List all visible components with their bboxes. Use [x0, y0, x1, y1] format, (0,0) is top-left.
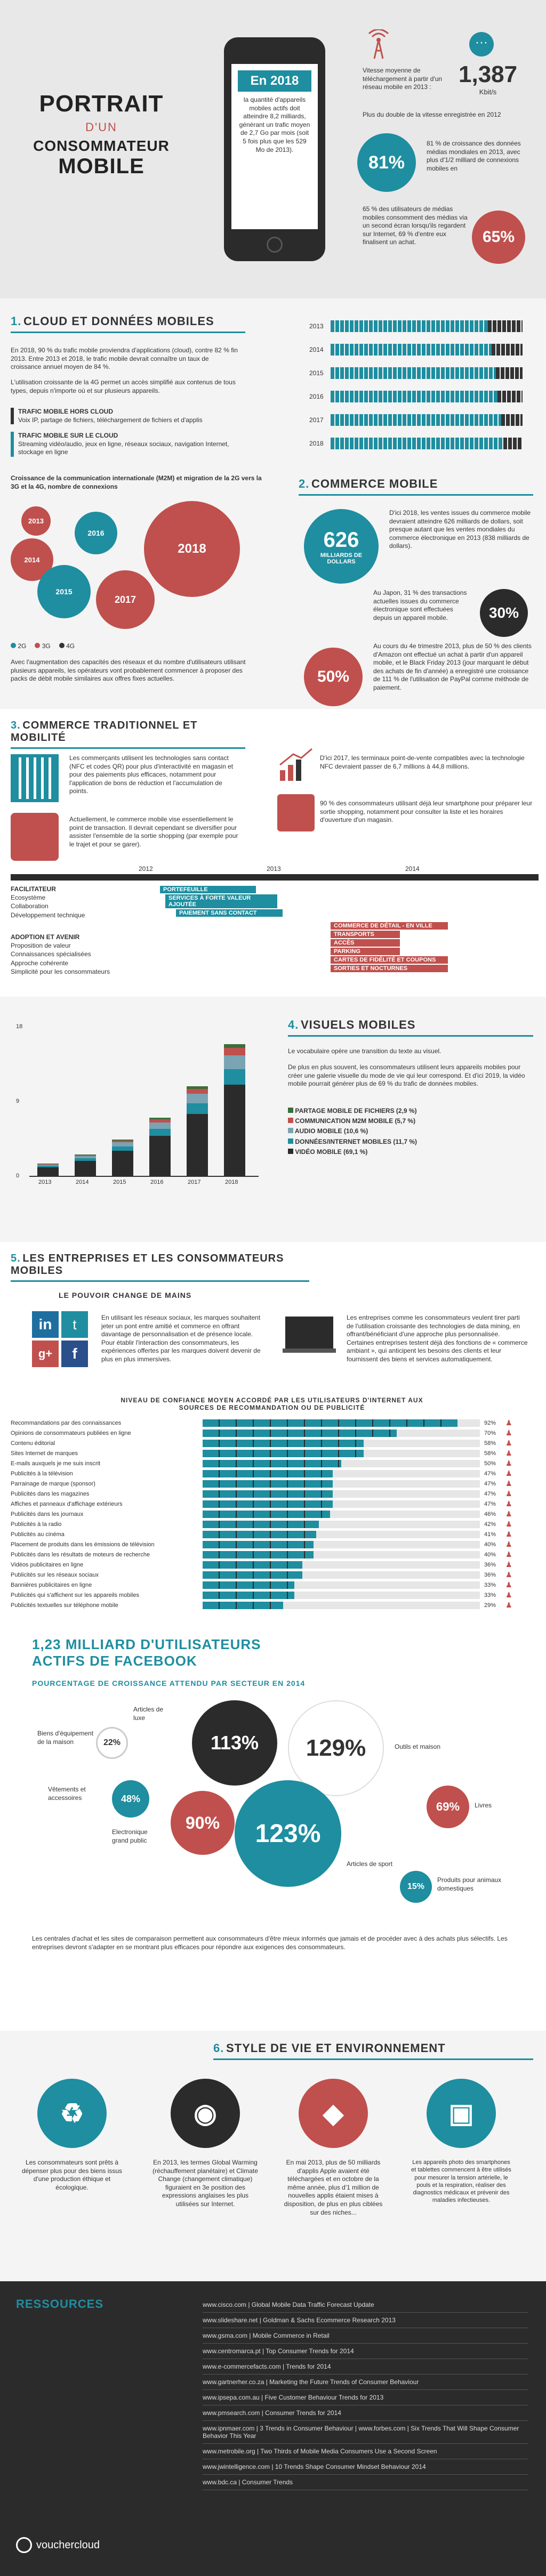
visual-bar-segment — [112, 1141, 133, 1143]
pct81-text: 81 % de croissance des données médias mondiales en 2013, avec plus d'1/2 milliard de connexions mobiles en — [427, 140, 521, 172]
trust-row — [11, 1529, 539, 1539]
trust-label: Publicités dans les journaux — [11, 1511, 84, 1517]
trust-label: Recommandations par des connaissances — [11, 1419, 122, 1426]
speed-value: 1,387 Kbit/s — [459, 61, 518, 96]
person-icon: ♟ — [505, 1570, 512, 1579]
trust-value: 41% — [484, 1531, 496, 1538]
person-icon: ♟ — [505, 1601, 512, 1609]
trust-label: Publicités qui s'affichent sur les appareils mobiles — [11, 1592, 139, 1598]
visual-bar-segment — [149, 1136, 171, 1176]
googleplus-icon: g+ — [32, 1341, 59, 1367]
year-label: 2016 — [309, 393, 324, 400]
trust-bar — [203, 1430, 397, 1437]
qr-code-icon — [11, 754, 59, 802]
trust-bar — [203, 1581, 294, 1589]
year-label: 2014 — [309, 346, 324, 353]
trust-bar — [203, 1500, 333, 1508]
trust-value: 40% — [484, 1541, 496, 1548]
person-icon: ♟ — [505, 1439, 512, 1447]
visual-bar-segment — [75, 1161, 96, 1176]
trust-label: Opinions de consommateurs publiées en ligne — [11, 1430, 131, 1436]
trust-value: 40% — [484, 1551, 496, 1558]
visual-bar-segment — [149, 1119, 171, 1123]
trust-row — [11, 1600, 539, 1610]
resource-link[interactable]: www.ipnmaer.com | 3 Trends in Consumer Behaviour | www.forbes.com | Six Trends That Will Shape Consumer Behavior This Year — [203, 2421, 528, 2444]
visual-bar-segment — [75, 1154, 96, 1155]
cloud-bar-row — [309, 432, 533, 455]
visual-bar-segment — [149, 1118, 171, 1119]
year-label: 2017 — [309, 416, 324, 424]
trust-row — [11, 1479, 539, 1489]
pct65-circle: 65% — [472, 211, 525, 264]
cloud-bar-row — [309, 385, 533, 408]
trust-row — [11, 1570, 539, 1580]
trust-value: 70% — [484, 1430, 496, 1436]
trust-label: Publicités à la radio — [11, 1521, 62, 1528]
resources-list — [203, 2297, 528, 2490]
blue-timeline-bars: PORTEFEUILLE SERVICES À FORTE VALEUR AJOUTÉE PAIEMENT SANS CONTACT — [160, 886, 283, 917]
commerce-30-circle: 30% — [480, 589, 528, 637]
trust-label: Placement de produits dans les émissions de télévision — [11, 1541, 155, 1548]
person-icon: ♟ — [505, 1530, 512, 1538]
trust-value: 92% — [484, 1419, 496, 1426]
visual-bar-segment — [75, 1158, 96, 1161]
double-text: Plus du double de la vitesse enregistrée en 2012 — [363, 111, 501, 118]
resource-link[interactable]: www.centromarca.pt | Top Consumer Trends for 2014 — [203, 2344, 528, 2359]
laptop-icon — [283, 1317, 336, 1364]
trust-bar — [203, 1571, 302, 1579]
visual-bar-segment — [75, 1155, 96, 1156]
trust-label: Publicités à la télévision — [11, 1470, 73, 1477]
trust-row — [11, 1549, 539, 1560]
trust-bar — [203, 1440, 364, 1447]
x-tick: 2013 — [38, 1179, 52, 1185]
visual-bar-segment — [149, 1123, 171, 1129]
visual-bar-segment — [187, 1086, 208, 1089]
trust-label: Affiches et panneaux d'affichage extérieurs — [11, 1500, 123, 1507]
trust-row — [11, 1489, 539, 1499]
person-icon: ♟ — [505, 1590, 512, 1599]
person-icon: ♟ — [505, 1580, 512, 1589]
red-timeline-bars: COMMERCE DE DÉTAIL - EN VILLE TRANSPORTS ACCÈS PARKING CARTES DE FIDÉLITÉ ET COUPONS SORTIES ET NOCTURNES — [331, 922, 448, 972]
visual-bar-segment — [187, 1094, 208, 1103]
x-tick: 2017 — [188, 1179, 201, 1185]
trust-bar — [203, 1541, 314, 1548]
section-title: VISUELS MOBILES — [300, 1018, 416, 1031]
y-tick: 18 — [16, 1023, 23, 1030]
trust-label: Publicités dans les magazines — [11, 1490, 90, 1497]
hero-title: PORTRAIT D'UN CONSOMMATEUR MOBILE — [33, 91, 170, 178]
person-icon: ♟ — [505, 1509, 512, 1518]
visual-bar-segment — [187, 1114, 208, 1176]
trust-row — [11, 1519, 539, 1529]
visual-bar-segment — [149, 1129, 171, 1136]
section-title: CLOUD ET DONNÉES MOBILES — [23, 314, 214, 328]
camera-icon: ▣ — [427, 2079, 496, 2148]
section-lifestyle: 6. STYLE DE VIE ET ENVIRONNEMENT ♻ ◉ ◆ ▣ Les consommateurs sont prêts à dépenser plus pour des biens issus d'une production éthique et écologique. En 2013, les termes Global Warming (réchauffement planétaire) et Climate Change (changement climatique) figuraient en 3e position des expressions anglaises les plus utilisées sur Internet. En mai 2013, plus de 50 milliards d'applis Apple avaient été téléchargées et en octobre de la même année, plus d'1 million de nouvelles applis étaient mises à disposition, de plus en plus ciblées sur des niches... Les appareils photo des smartphones et tablettes commencent à être utilisés pour mesurer la tension artérielle, le pouls et la respiration, réaliser des diagnostics médicaux et prévenir des maladies infectieuses. — [0, 2031, 546, 2281]
visual-bar-segment — [112, 1142, 133, 1146]
trust-label: Vidéos publicitaires en ligne — [11, 1561, 84, 1568]
year-label: 2018 — [309, 440, 324, 447]
trust-value: 47% — [484, 1470, 496, 1477]
resource-link[interactable]: www.metrobile.org | Two Thirds of Mobile Media Consumers Use a Second Screen — [203, 2444, 528, 2459]
resource-link[interactable]: www.ipsepa.com.au | Five Customer Behaviour Trends for 2013 — [203, 2390, 528, 2405]
cloud-bar — [331, 344, 523, 356]
trust-chart — [11, 1418, 539, 1610]
cloud-bar-row — [309, 408, 533, 432]
visual-stacked-chart — [16, 1023, 267, 1199]
cloud-bar — [331, 414, 523, 426]
person-icon: ♟ — [505, 1560, 512, 1569]
trust-bar — [203, 1592, 294, 1599]
trust-label: Publicités sur les réseaux sociaux — [11, 1571, 99, 1578]
visual-bar-segment — [75, 1156, 96, 1158]
antenna-icon — [363, 29, 395, 61]
trust-row — [11, 1468, 539, 1479]
facebook-icon: f — [61, 1341, 88, 1367]
adoption-list: ADOPTION ET AVENIR Proposition de valeur Connaissances spécialisées Approche cohérente Simplicité pour les consommateurs — [11, 933, 110, 975]
x-tick: 2018 — [225, 1179, 238, 1185]
trend-chart-icon — [277, 746, 315, 784]
trust-value: 36% — [484, 1561, 496, 1568]
person-icon: ♟ — [505, 1550, 512, 1558]
trust-bar — [203, 1480, 333, 1488]
visual-bar-segment — [37, 1167, 59, 1176]
speed-text: Vitesse moyenne de téléchargement à partir d'un réseau mobile en 2013 : — [363, 67, 443, 91]
cloud-bar-row — [309, 338, 533, 361]
pct65-text: 65 % des utilisateurs de médias mobiles consomment des médias via un second écran lorsqu'ils regardent sur Internet, 69 % d'entre eux finalisent un achat. — [363, 205, 468, 246]
bubble-legend: 2G 3G 4G — [11, 642, 75, 650]
trust-value: 47% — [484, 1500, 496, 1507]
facilitator-list: FACILITATEUR Ecosystème Collaboration Développement technique — [11, 885, 85, 919]
growth-bubbles: 22% Biens d'équipement de la maison 113% Articles de luxe 129% Outils et maison 48% Vêtements et accessoires 90% Electronique grand public 123% Articles de sport 69% Livres 15% Produits pour animaux domestiques — [11, 1700, 539, 1924]
phone-shopping-icon — [11, 813, 59, 861]
resources-section — [0, 2281, 546, 2576]
visual-bar-segment — [37, 1165, 59, 1166]
trust-row — [11, 1560, 539, 1570]
trust-row — [11, 1438, 539, 1448]
y-tick: 9 — [16, 1098, 20, 1104]
visual-bar-segment — [112, 1146, 133, 1151]
person-icon: ♟ — [505, 1520, 512, 1528]
bubble-chart: 2013 2014 2016 2015 2017 2018 — [11, 496, 256, 640]
trust-label: E-mails auxquels je me suis inscrit — [11, 1460, 101, 1467]
trust-value: 33% — [484, 1592, 496, 1598]
legend-cloud: TRAFIC MOBILE SUR LE CLOUD Streaming vidéo/audio, jeux en ligne, réseaux sociaux, navigation Internet, stockage en ligne — [11, 432, 240, 457]
section-title: COMMERCE TRADITIONNEL ET MOBILITÉ — [11, 720, 198, 744]
trust-row — [11, 1499, 539, 1509]
y-tick: 0 — [16, 1173, 20, 1179]
commerce-50-circle: 50% — [304, 648, 363, 706]
trust-row — [11, 1580, 539, 1590]
commerce-626-circle: 626 MILLIARDS DE DOLLARS — [304, 509, 379, 584]
trust-bar — [203, 1531, 316, 1538]
trust-row — [11, 1539, 539, 1549]
visual-bar-segment — [224, 1069, 245, 1085]
section-title: STYLE DE VIE ET ENVIRONNEMENT — [226, 2041, 446, 2055]
section-visual: 4. VISUELS MOBILES Le vocabulaire opère une transition du texte au visuel. De plus en plus souvent, les consommateurs utilisent leurs appareils mobiles pour créer une galerie visuelle du mode de vie qui leur correspond. Et d'ici 2019, la vidéo mobile pourrait générer plus de 69 % du trafic de données mobiles. PARTAGE MOBILE DE FICHIERS (2,9 %) COMMUNICATION M2M MOBILE (5,7 %) AUDIO MOBILE (10,6 %) DONNÉES/INTERNET MOBILES (11,7 %) VIDÉO MOBILE (69,1 %) 18 9 0 2013 2014 2015 2016 2017 2018 — [0, 997, 546, 1242]
visual-bar-segment — [112, 1140, 133, 1141]
trust-row — [11, 1428, 539, 1438]
section-cloud: 1. CLOUD ET DONNÉES MOBILES En 2018, 90 % du trafic mobile proviendra d'applications (cloud), contre 82 % fin 2013. Entre 2013 et 2018, le trafic mobile devrait connaître un taux de croissance annuel moyen de 84 %. L'utilisation croissante de la 4G permet un accès simplifié aux contenus de tous types, depuis n'importe où et sur plusieurs appareils. TRAFIC MOBILE HORS CLOUD Voix IP, partage de fichiers, téléchargement de fichiers et d'applis TRAFIC MOBILE SUR LE CLOUD Streaming vidéo/audio, jeux en ligne, réseaux sociaux, navigation Internet, stockage en ligne 2013 2014 2015 2016 2017 2018 Croissance de la communication internationale (M2M) et migration de la 2G vers la 3G et la 4G, nombre de connexions 2013 2014 2016 2015 2017 2018 2G 3G 4G Avec l'augmentation des capacités des réseaux et du nombre d'utilisateurs utilisant plusieurs appareils, les opérateurs vont probablement commencer à proposer des packs de débit mobile similaires aux offres fixes actuelles. 2. COMMERCE MOBILE 626 MILLIARDS DE DOLLARS D'ici 2018, les ventes issues du commerce mobile devraient atteindre 626 milliards de dollars, soit presque autant que les ventes mondiales du commerce électronique en 2013 (838 milliards de dollars). Au Japon, 31 % des transactions actuelles issues du commerce électronique sont effectuées depuis un appareil mobile. 30% 50% Au cours du 4e trimestre 2013, plus de 50 % des clients d'Amazon ont effectué un achat à partir d'un appareil mobile, et le Black Friday 2013 (jour marquant le début des achats de fin d'année) a enregistré une croissance de 111 % de l'utilisation de PayPal comme méthode de paiement. — [0, 298, 546, 709]
cloud-bar — [331, 367, 523, 379]
legend-non-cloud: TRAFIC MOBILE HORS CLOUD Voix IP, partage de fichiers, téléchargement de fichiers et d'applis — [11, 408, 240, 424]
recycle-icon: ♻ — [37, 2079, 107, 2148]
trust-bar — [203, 1561, 302, 1569]
trust-value: 58% — [484, 1450, 496, 1457]
section-title: LES ENTREPRISES ET LES CONSOMMATEURS MOBILES — [11, 1253, 284, 1277]
x-axis — [29, 1176, 259, 1177]
person-icon: ♟ — [505, 1489, 512, 1498]
resource-link[interactable]: www.e-commercefacts.com | Trends for 2014 — [203, 2359, 528, 2375]
trust-label: Publicités dans les résultats de moteurs de recherche — [11, 1551, 150, 1558]
x-tick: 2015 — [113, 1179, 126, 1185]
shopping-bag-icon — [277, 794, 315, 831]
trust-bar — [203, 1602, 283, 1609]
phone-illustration: En 2018 la quantité d'appareils mobiles actifs doit atteindre 8,2 milliards, générant un trafic moyen de 2,7 Go par mois (soit 5 fois plus que les 529 Mo de 2013). — [224, 37, 325, 261]
visual-bar-segment — [187, 1103, 208, 1114]
trust-bar — [203, 1521, 319, 1528]
visual-bar-segment — [224, 1048, 245, 1055]
person-icon: ♟ — [505, 1479, 512, 1488]
trust-value: 36% — [484, 1571, 496, 1578]
trust-row — [11, 1458, 539, 1468]
visual-bar-segment — [224, 1055, 245, 1069]
visual-bar-segment — [112, 1151, 133, 1176]
x-tick: 2016 — [150, 1179, 164, 1185]
cloud-bar — [331, 320, 523, 332]
trust-label: Publicités au cinéma — [11, 1531, 65, 1538]
linkedin-icon: in — [32, 1311, 59, 1338]
x-tick: 2014 — [76, 1179, 89, 1185]
resource-link[interactable]: www.jwintelligence.com | 10 Trends Shape Consumer Mindset Behaviour 2014 — [203, 2459, 528, 2475]
cloud-bar — [331, 438, 523, 449]
person-icon: ♟ — [505, 1418, 512, 1427]
trust-value: 46% — [484, 1511, 496, 1517]
resource-link[interactable]: www.bdc.ca | Consumer Trends — [203, 2475, 528, 2490]
trust-bar — [203, 1450, 364, 1457]
cloud-bar-row — [309, 314, 533, 338]
trust-bar — [203, 1511, 330, 1518]
person-icon: ♟ — [505, 1449, 512, 1457]
visual-bar-segment — [224, 1044, 245, 1048]
resource-link[interactable]: www.pmsearch.com | Consumer Trends for 2014 — [203, 2405, 528, 2421]
trust-bar — [203, 1470, 333, 1477]
trust-row — [11, 1418, 539, 1428]
trust-value: 47% — [484, 1490, 496, 1497]
trust-bar — [203, 1419, 457, 1427]
trust-value: 33% — [484, 1581, 496, 1588]
chat-icon: ··· — [469, 32, 494, 56]
social-icons — [32, 1311, 91, 1370]
trust-value: 50% — [484, 1460, 496, 1467]
hero-section — [0, 0, 546, 298]
trust-bar — [203, 1490, 333, 1498]
section-retail: 3. COMMERCE TRADITIONNEL ET MOBILITÉ Les commerçants utilisent les technologies sans contact (NFC et codes QR) pour plus d'interactivité en magasin et pour des paiements plus efficaces, notamment pour l'application de bons de réduction et l'accumulation de points. Actuellement, le commerce mobile vise essentiellement le point de transaction. Il devrait cependant se diversifier pour assister l'ensemble de la sortie shopping (par exemple pour le trajet et pour se garer). D'ici 2017, les terminaux point-de-vente compatibles avec la technologie NFC devraient passer de 6,7 millions à 44,8 millions. 90 % des consommateurs utilisant déjà leur smartphone pour préparer leur sortie shopping, notamment pour consulter la liste et les horaires d'ouverture d'un magasin. 2012 2013 2014 FACILITATEUR Ecosystème Collaboration Développement technique ADOPTION ET AVENIR Proposition de valeur Connaissances spécialisées Approche cohérente Simplicité pour les consommateurs PORTEFEUILLE SERVICES À FORTE VALEUR AJOUTÉE PAIEMENT SANS CONTACT COMMERCE DE DÉTAIL - EN VILLE TRANSPORTS ACCÈS PARKING CARTES DE FIDÉLITÉ ET COUPONS SORTIES ET NOCTURNES — [0, 709, 546, 997]
year-label: 2013 — [309, 322, 324, 330]
resources-title: RESSOURCES — [16, 2297, 104, 2311]
resource-link[interactable]: www.slideshare.net | Goldman & Sachs Ecommerce Research 2013 — [203, 2313, 528, 2328]
cloud-traffic-chart — [309, 314, 533, 464]
person-icon: ♟ — [505, 1469, 512, 1477]
globe-icon: ◉ — [171, 2079, 240, 2148]
resource-link[interactable]: www.gartnerher.co.za | Marketing the Future Trends of Consumer Behaviour — [203, 2375, 528, 2390]
section-title: COMMERCE MOBILE — [311, 477, 438, 490]
cloud-bar — [331, 391, 523, 402]
visual-bar-segment — [187, 1089, 208, 1094]
trust-label: Contenu éditorial — [11, 1440, 55, 1447]
resource-link[interactable]: www.cisco.com | Global Mobile Data Traffic Forecast Update — [203, 2297, 528, 2313]
trust-label: Sites Internet de marques — [11, 1450, 78, 1457]
visual-legend: PARTAGE MOBILE DE FICHIERS (2,9 %) COMMUNICATION M2M MOBILE (5,7 %) AUDIO MOBILE (10,6 %) DONNÉES/INTERNET MOBILES (11,7 %) VIDÉO MOBILE (69,1 %) — [288, 1106, 417, 1157]
cloud-bar-row — [309, 361, 533, 385]
pct81-circle: 81% — [357, 133, 416, 192]
person-icon: ♟ — [505, 1428, 512, 1437]
timeline-arrow — [11, 874, 539, 881]
trust-row — [11, 1509, 539, 1519]
trust-bar — [203, 1460, 341, 1467]
section-business: 5. LES ENTREPRISES ET LES CONSOMMATEURS MOBILES LE POUVOIR CHANGE DE MAINS in t g+ f En utilisant les réseaux sociaux, les marques souhaitent jeter un pont entre amitié et commerce en offrant davantage de personnalisation et de présence locale. Pour établir l'interaction des consommateurs, les expériences offertes par les marques doivent devenir de plus en plus immersives. Les entreprises comme les consommateurs veulent tirer parti de l'utilisation croissante des technologies de data mining, en offrant/bénéficiant d'une approche plus personnalisée. Certaines entreprises testent déjà des fonctions de « commerce ambiant », qui anticipent les besoins des clients et leur fournissent des biens et services automatiquement. NIVEAU DE CONFIANCE MOYEN ACCORDÉ PAR LES UTILISATEURS D'INTERNET AUX SOURCES DE RECOMMANDATION OU DE PUBLICITÉ Recommandations par des connaissances 92% ♟ Opinions de consommateurs publiées en ligne 70% ♟ Contenu éditorial 58% ♟ Sites Internet de marques 58% ♟ E-mails auxquels je me suis inscrit 50% ♟ Publicités à la télévision 47% ♟ Parrainage de marque (sponsor) 47% ♟ Publicités dans les magazines 47% ♟ Affiches et panneaux d'affichage extérieurs 47% ♟ Publicités dans les journaux 46% ♟ Publicités à la radio 42% ♟ Publicités au cinéma 41% ♟ Placement de produits dans les émissions de télévision 40% ♟ Publicités dans les résultats de moteurs de recherche 40% ♟ Vidéos publicitaires en ligne 36% ♟ Publicités sur les réseaux sociaux 36% ♟ Bannières publicitaires en ligne 33% ♟ Publicités qui s'affichent sur les appareils mobiles 33% ♟ Publicités textuelles sur téléphone mobile 29% ♟ 1,23 MILLIARD D'UTILISATEURS ACTIFS DE FACEBOOK POURCENTAGE DE CROISSANCE ATTENDU PAR SECTEUR EN 2014 22% Biens d'équipement de la maison 113% Articles de luxe 129% Outils et maison 48% Vêtements et accessoires 90% Electronique grand public 123% Articles de sport 69% Livres 15% Produits pour animaux domestiques Les centrales d'achat et les sites de comparaison permettent aux consommateurs d'être mieux informés que jamais et de procéder avec à des achats plus sélectifs. Les entreprises devront s'adapter en se montrant plus efficaces pour répondre aux exigences des consommateurs. — [0, 1242, 546, 2031]
twitter-icon: t — [61, 1311, 88, 1338]
trust-label: Bannières publicitaires en ligne — [11, 1581, 92, 1588]
year-label: 2015 — [309, 369, 324, 377]
trust-label: Parrainage de marque (sponsor) — [11, 1480, 95, 1487]
trust-row — [11, 1590, 539, 1600]
person-icon: ♟ — [505, 1499, 512, 1508]
visual-bar-segment — [224, 1085, 245, 1176]
trust-value: 47% — [484, 1480, 496, 1487]
person-icon: ♟ — [505, 1459, 512, 1467]
person-icon: ♟ — [505, 1540, 512, 1548]
vouchercloud-logo: vouchercloud — [16, 2537, 100, 2553]
visual-bar-segment — [37, 1166, 59, 1167]
trust-value: 42% — [484, 1521, 496, 1528]
trust-value: 29% — [484, 1602, 496, 1609]
facebook-users: 1,23 MILLIARD D'UTILISATEURS ACTIFS DE FACEBOOK — [32, 1636, 261, 1669]
apple-icon: ◆ — [299, 2079, 368, 2148]
trust-value: 58% — [484, 1440, 496, 1447]
trust-bar — [203, 1551, 314, 1558]
trust-row — [11, 1448, 539, 1458]
trust-label: Publicités textuelles sur téléphone mobile — [11, 1602, 118, 1609]
resource-link[interactable]: www.gsma.com | Mobile Commerce in Retail — [203, 2328, 528, 2344]
